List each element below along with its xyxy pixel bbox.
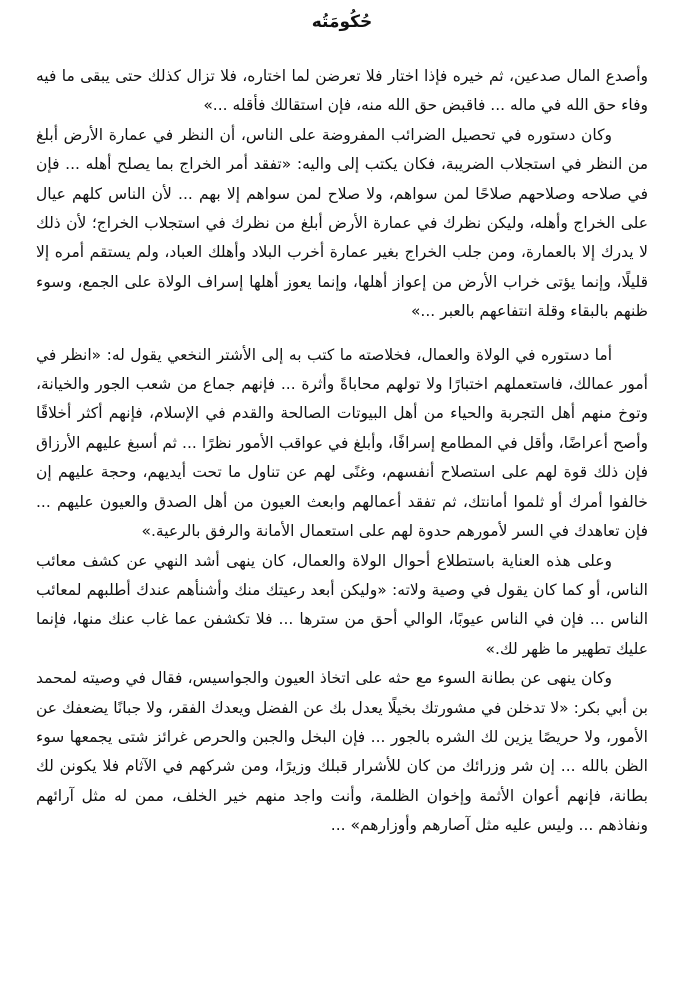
paragraph: أما دستوره في الولاة والعمال، فخلاصته ما كتب به إلى الأشتر النخعي يقول له: «انظر في أمور عمالك، فاستعملهم اختبارًا ولا تولهم محاباةً وأثرة ... فإنهم جماع من شعب الجور والخيانة، وتوخ منهم أهل التجربة والحياء من أهل البيوتات الصالحة والقدم في الإسلام، فإنهم أكثر أخلاقًا وأصح أعراضًا، وأقل في المطامع إسرافًا، وأبلغ في عواقب الأمور نظرًا ... ثم أسبغ عليهم الأرزاق فإن ذلك قوة لهم على استصلاح أنفسهم، وغنًى لهم عن تناول ما تحت أيديهم، وحجة عليهم إن خالفوا أمرك أو ثلموا أمانتك، ثم تفقد أعمالهم وابعث العيون من أهل الصدق والعيون عليهم ... فإن تعاهدك في السر لأمورهم حدوة لهم على استعمال الأمانة والرفق بالرعية.»	[36, 345, 648, 541]
paragraph: وعلى هذه العناية باستطلاع أحوال الولاة والعمال، كان ينهى أشد النهي عن كشف معائب الناس، أو كما كان يقول في وصية ولاته: «وليكن أبعد رعيتك منك وأشنأهم عندك أطلبهم لمعائب الناس ... فإن في الناس عيوبًا، الوالي أحق من سترها ... فلا تكشفن عما غاب عنك منها، فإنما عليك تطهير ما ظهر لك.»	[36, 551, 648, 658]
paragraph: وكان ينهى عن بطانة السوء مع حثه على اتخاذ العيون والجواسيس، فقال في وصيته لمحمد بن أبي بكر: «لا تدخلن في مشورتك بخيلًا يعدل بك عن الفضل ويعدك الفقر، ولا جبانًا يضعفك عن الأمور، ولا حريصًا يزين لك الشره بالجور ... فإن البخل والجبن والحرص غرائز شتى يجمعها سوء الظن بالله ... إن شر وزرائك من كان للأشرار قبلك وزيرًا، ومن شركهم في الآثام فلا يكونن لك بطانة، فإنهم أعوان الأثمة وإخوان الظلمة، وأنت واجد منهم خير الخلف، ممن له مثل آرائهم ونفاذهم ... وليس عليه مثل آصارهم وأوزارهم» ...	[36, 669, 648, 835]
paragraph: وأصدع المال صدعين، ثم خيره فإذا اختار فلا تعرضن لما اختاره، فلا تزال كذلك حتى يبقى ما فيه وفاء حق الله في ماله ... فاقبض حق الله منه، فإن استقالك فأقله ...»	[36, 67, 648, 115]
running-header: حُكُومَتُه	[311, 12, 373, 32]
paragraph: وكان دستوره في تحصيل الضرائب المفروضة على الناس، أن النظر في عمارة الأرض أبلغ من النظر في استجلاب الضريبة، فكان يكتب إلى واليه: «تفقد أمر الخراج بما يصلح أهله ... فإن في صلاحه وصلاحهم صلاحًا لمن سواهم، ولا صلاح لمن سواهم إلا بهم ... لأن الناس كلهم عيال على الخراج وأهله، وليكن نظرك في عمارة الأرض أبلغ من نظرك في استجلاب الخراج؛ لأن ذلك لا يدرك إلا بالعمارة، ومن جلب الخراج بغير عمارة أخرب البلاد وأهلك العباد، ولم يستقم أمره إلا قليلًا، وإنما يؤتى خراب الأرض من إعواز أهلها، وإنما يعوز أهلها إسراف الولاة على الجمع، وسوء ظنهم بالبقاء وقلة انتفاعهم بالعبر ...»	[36, 125, 648, 321]
body-text	[36, 62, 648, 841]
